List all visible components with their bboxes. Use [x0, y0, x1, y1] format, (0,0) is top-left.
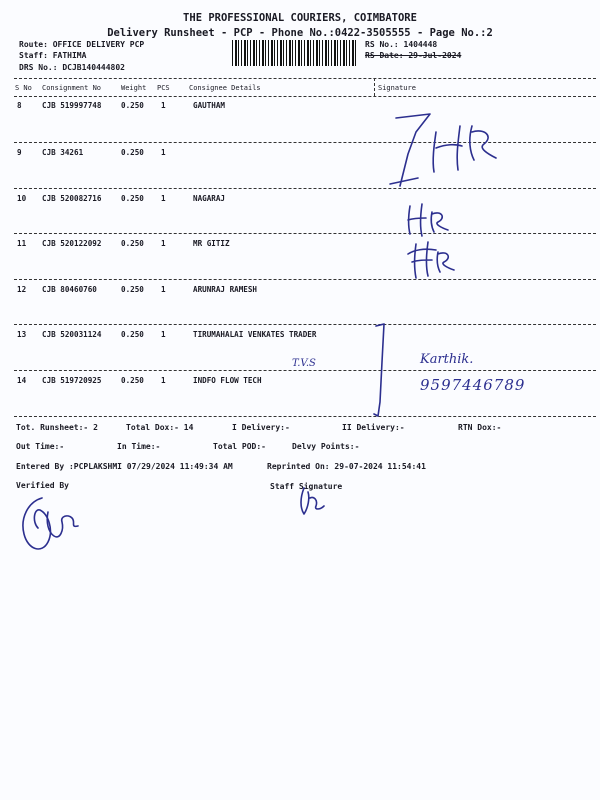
- row-pcs: 1: [161, 148, 166, 157]
- entered-by: Entered By :PCPLAKSHMI 07/29/2024 11:49:34 AM: [16, 462, 233, 471]
- signature-row11-hr: [406, 238, 466, 282]
- col-header-consignment: Consignment No: [42, 84, 102, 92]
- drs-number: DRS No.: DCJB140444802: [19, 63, 125, 72]
- tot-runsheet: Tot. Runsheet:- 2: [16, 423, 98, 432]
- col-header-sno: S No: [15, 84, 32, 92]
- row-pcs: 1: [161, 239, 166, 248]
- row-separator: [14, 188, 596, 189]
- row-consignment: CJB 519997748: [42, 101, 102, 110]
- row-pcs: 1: [161, 330, 166, 339]
- row-consignment: CJB 80460760: [42, 285, 97, 294]
- verified-by-signature: [18, 492, 88, 558]
- document-title: THE PROFESSIONAL COURIERS, COIMBATORE: [183, 12, 417, 24]
- col-header-weight: Weight: [121, 84, 147, 92]
- table-header-rule: [14, 96, 596, 97]
- col-header-signature: Signature: [378, 84, 416, 92]
- route-label: Route: OFFICE DELIVERY PCP: [19, 40, 145, 49]
- row-separator: [14, 324, 596, 325]
- row-sno: 12: [17, 285, 27, 294]
- signature-column-divider: [374, 78, 375, 96]
- row-sno: 9: [17, 148, 22, 157]
- row-consignee: INDFO FLOW TECH: [193, 376, 262, 385]
- row-separator: [14, 279, 596, 280]
- document-subtitle: Delivery Runsheet - PCP - Phone No.:0422-3505555 - Page No.:2: [107, 27, 493, 39]
- row-separator: [14, 233, 596, 234]
- row-separator: [14, 370, 596, 371]
- handwritten-name: Karthik.: [420, 352, 474, 367]
- verified-by-label: Verified By: [16, 481, 69, 490]
- rs-number: RS No.: 1404448: [365, 40, 438, 49]
- row-weight: 0.250: [121, 285, 144, 294]
- row-sno: 13: [17, 330, 27, 339]
- signature-row13-bracket: [370, 322, 394, 422]
- out-time: Out Time:-: [16, 442, 65, 451]
- total-pod: Total POD:-: [213, 442, 266, 451]
- table-bottom-rule: [14, 416, 596, 417]
- signature-row8-scribble: [388, 112, 508, 192]
- row-separator: [14, 142, 596, 143]
- ii-delivery: II Delivery:-: [342, 423, 405, 432]
- i-delivery: I Delivery:-: [232, 423, 290, 432]
- staff-label: Staff: FATHIMA: [19, 51, 87, 60]
- row-consignee: MR GITIZ: [193, 239, 230, 248]
- row-sno: 8: [17, 101, 22, 110]
- row-weight: 0.250: [121, 239, 144, 248]
- row-pcs: 1: [161, 101, 166, 110]
- row-weight: 0.250: [121, 101, 144, 110]
- row-pcs: 1: [161, 285, 166, 294]
- row-weight: 0.250: [121, 330, 144, 339]
- row-pcs: 1: [161, 194, 166, 203]
- row-consignee: ARUNRAJ RAMESH: [193, 285, 258, 294]
- table-top-rule: [14, 78, 596, 79]
- row-consignment: CJB 520031124: [42, 330, 102, 339]
- col-header-consignee: Consignee Details: [189, 84, 261, 92]
- barcode: [232, 40, 356, 66]
- row-consignee: NAGARAJ: [193, 194, 226, 203]
- staff-signature-label: Staff Signature: [270, 482, 343, 491]
- row-sno: 14: [17, 376, 27, 385]
- row-consignee: TIRUMAHALAI VENKATES TRADER: [193, 330, 317, 339]
- row-sno: 11: [17, 239, 27, 248]
- in-time: In Time:-: [117, 442, 161, 451]
- handwritten-phone: 9597446789: [420, 376, 526, 394]
- handwritten-tvs: T.V.S: [292, 358, 316, 369]
- row-weight: 0.250: [121, 194, 144, 203]
- reprinted-on: Reprinted On: 29-07-2024 11:54:41: [267, 462, 426, 471]
- rtn-dox: RTN Dox:-: [458, 423, 502, 432]
- row-pcs: 1: [161, 376, 166, 385]
- row-consignment: CJB 519720925: [42, 376, 102, 385]
- row-consignment: CJB 34261: [42, 148, 84, 157]
- delvy-points: Delvy Points:-: [292, 442, 360, 451]
- total-dox: Total Dox:- 14: [126, 423, 194, 432]
- row-consignment: CJB 520082716: [42, 194, 102, 203]
- staff-signature-mark: [294, 484, 334, 518]
- row-consignment: CJB 520122092: [42, 239, 102, 248]
- col-header-pcs: PCS: [157, 84, 170, 92]
- row-weight: 0.250: [121, 148, 144, 157]
- rs-date: RS Date: 29-Jul-2024: [365, 51, 462, 60]
- row-sno: 10: [17, 194, 27, 203]
- row-weight: 0.250: [121, 376, 144, 385]
- row-consignee: GAUTHAM: [193, 101, 226, 110]
- signature-row10-hr: [404, 200, 464, 240]
